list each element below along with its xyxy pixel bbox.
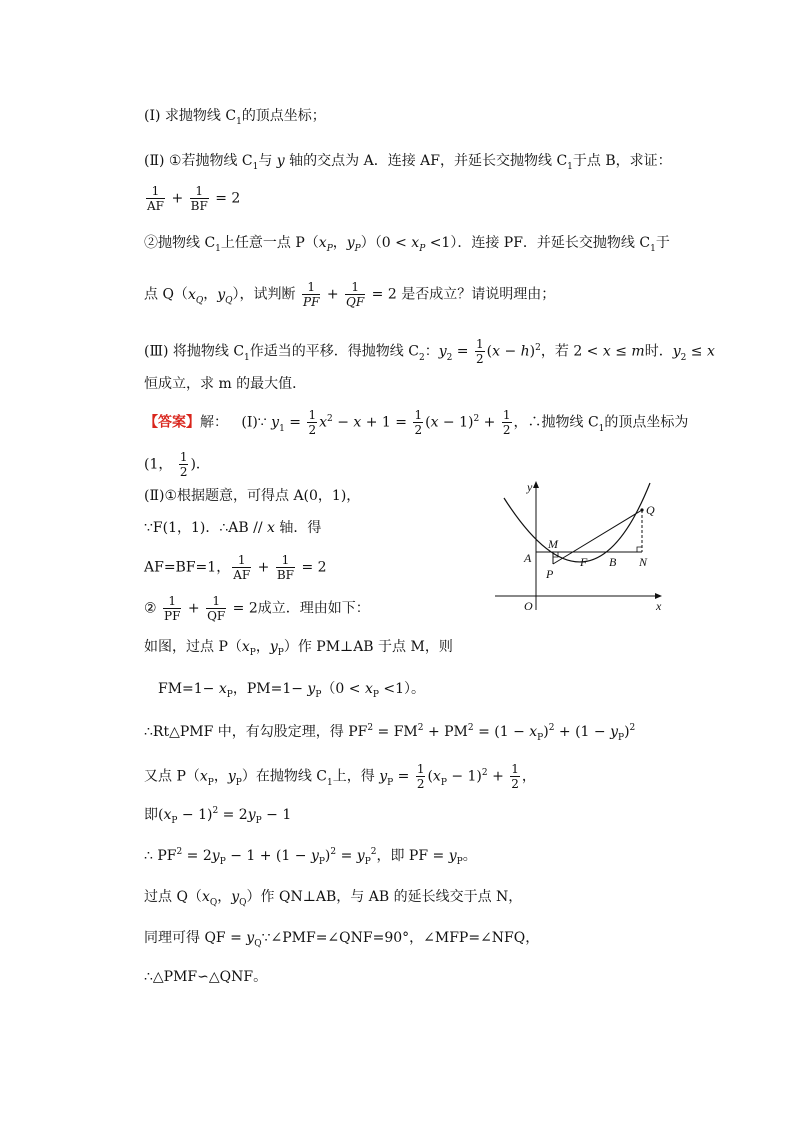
answer-2-3: AF=BF=1， $\frac{1}{AF}$ + $\frac{1}{BF}$ = 2 xyxy=(144,553,327,582)
answer-2-13: ∴△PMF∽△QNF。 xyxy=(144,969,268,985)
label-N: N xyxy=(639,555,648,569)
question-2a-equation: $\frac{1}{AF}$ + $\frac{1}{BF}$ = 2 xyxy=(147,184,241,213)
question-3-line2: 恒成立，求 m 的最大值． xyxy=(144,376,307,392)
answer-tag: 【答案】 xyxy=(144,414,200,431)
answer-2-7: ∴Rt△PMF 中，有勾股定理，得 $PF^2 = FM^2 + PM^2 = (1 - x_P)^2 + (1 - y_P)^2$ xyxy=(144,723,636,743)
question-2b-line1: ②抛物线 $C_1$上任意一点 $P(x_P$，$y_P)(0 < x_P <1)$．连接 PF．并延长交抛物线 $C_1$于 xyxy=(144,235,670,254)
point-Q xyxy=(640,508,643,511)
answer-2-9: 即$(x_P - 1)^2 = 2y_P - 1$ xyxy=(144,806,292,826)
label-Q: Q xyxy=(646,503,655,517)
question-2a: (Ⅱ) ①若抛物线 $C_1$与 y 轴的交点为 A．连接 AF，并延长交抛物线 $C_1$于点 B，求证： xyxy=(144,153,672,172)
y-axis-arrow xyxy=(533,481,539,488)
answer-2-12: 同理可得 QF = $y_Q\because\angle PMF=\angle QNF=90^\circ$，∠MFP=∠NFQ， xyxy=(144,930,540,949)
label-B: B xyxy=(609,555,617,569)
answer-line-1: 【答案】解： (Ⅰ)∵ $y_1$ = $\frac{1}{2}$ $x^2 - x + 1$ = $\frac{1}{2}$ $(x - 1)^2$ + $\frac{1}{2}$ ，∴抛物线 $C_1$的顶点坐标为 xyxy=(144,408,689,437)
parabola-figure xyxy=(490,478,670,613)
label-y: y xyxy=(527,480,533,494)
right-angle-N xyxy=(637,547,642,552)
label-O: O xyxy=(524,599,533,613)
question-1: (Ⅰ) 求抛物线 $C_1$的顶点坐标； xyxy=(144,108,326,127)
answer-2-1: (Ⅱ)①根据题意，可得点 A(0，1)， xyxy=(144,488,361,504)
answer-2-4: ② $\frac{1}{PF}$ + $\frac{1}{QF}$ = 2成立．理由如下： xyxy=(144,594,370,623)
label-P: P xyxy=(546,567,554,581)
answer-line-1-cont: (1， $\frac{1}{2}$ )． xyxy=(144,450,210,479)
answer-2-11: 过点 $Q(x_Q$，$y_Q$）作 QN⊥AB，与 AB 的延长线交于点 N， xyxy=(144,889,523,908)
answer-2-8: 又点 $P(x_P$，$y_P$）在抛物线 $C_1$上，得 $y_P$ = $\frac{1}{2}$ $(x_P - 1)^2$ + $\frac{1}{2}$ ， xyxy=(144,762,536,791)
question-3-line1: (Ⅲ) 将抛物线 $C_1$作适当的平移．得抛物线 $C_2$：$y_2$ = $\frac{1}{2}$ $(x - h)^2$，若 2 < x ≤ m时．$y_2 \le x$ xyxy=(144,337,715,366)
answer-2-6: $FM=1- x_P$，$PM=1- y_P(0 < x_P <1)$。 xyxy=(158,681,426,700)
label-x: x xyxy=(656,599,662,613)
answer-2-5: 如图，过点 $P(x_P$，$y_P$）作 PM⊥AB 于点 M，则 xyxy=(144,639,453,658)
question-2b-line2: 点 $Q(x_Q$，$y_Q$），试判断 $\frac{1}{PF}$ + $\frac{1}{QF}$ = 2 是否成立？请说明理由； xyxy=(144,280,556,309)
label-F: F xyxy=(580,555,588,569)
line-PQ xyxy=(553,510,642,564)
label-M: M xyxy=(548,537,558,551)
answer-2-2: ∵F(1，1)．∴AB // x 轴．得 xyxy=(144,520,322,536)
label-A: A xyxy=(524,551,532,565)
answer-2-10: ∴ $PF^2 = 2y_P - 1 + (1 - y_P)^2 = y_P^2$，即 PF = $y_P$。 xyxy=(144,847,477,867)
